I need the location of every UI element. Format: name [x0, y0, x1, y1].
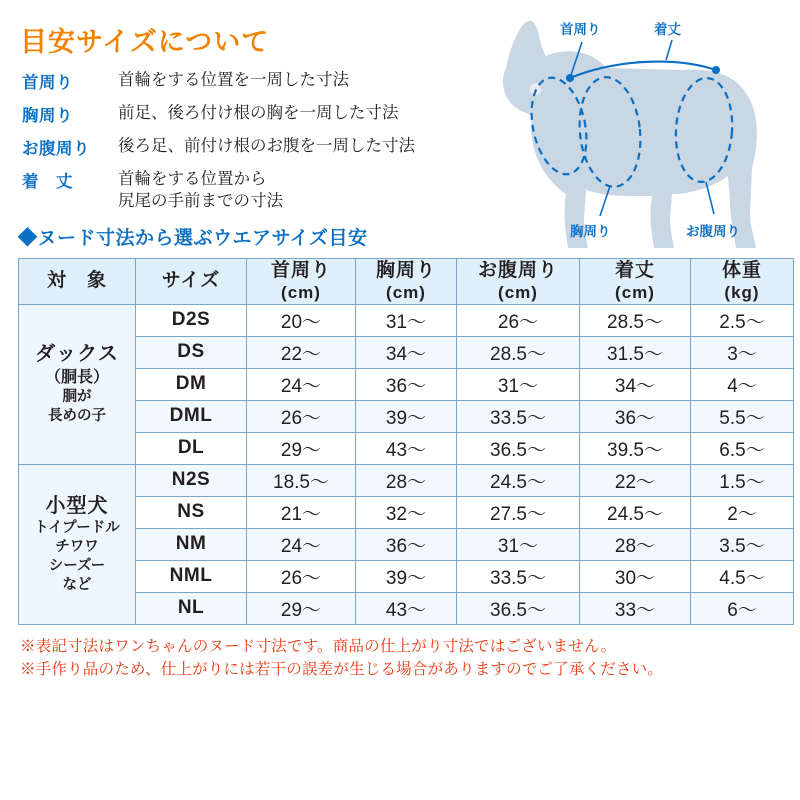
cell-belly: 27.5〜 — [457, 496, 580, 528]
cell-length: 30〜 — [580, 560, 691, 592]
label-chest-bottom: 胸周り — [570, 224, 611, 239]
table-row — [19, 496, 794, 528]
column-header-neck-unit: (cm) — [281, 283, 321, 303]
cell-chest: 34〜 — [356, 336, 457, 368]
cell-neck: 29〜 — [247, 432, 356, 464]
cell-length: 39.5〜 — [580, 432, 691, 464]
cell-belly: 31〜 — [457, 368, 580, 400]
column-header-length-unit: (cm) — [615, 283, 655, 303]
label-neck-top: 首周り — [560, 22, 601, 37]
footnote-1: ※表記寸法はワンちゃんのヌード寸法です。商品の仕上がり寸法ではございません。 — [20, 637, 617, 655]
column-header-belly-unit: (cm) — [498, 283, 538, 303]
group-label-dachshund-main: ダックス — [35, 343, 119, 366]
table-row — [19, 400, 794, 432]
table-row — [19, 304, 794, 336]
cell-size: NML — [136, 560, 247, 592]
size-table-head — [19, 258, 794, 304]
page-title: 目安サイズについて — [20, 27, 270, 57]
definition-desc-neck: 首輪をする位置を一周した寸法 — [118, 71, 349, 89]
cell-neck: 24〜 — [247, 368, 356, 400]
group-label-small-dog-note4: など — [62, 576, 92, 593]
size-table-body — [19, 304, 794, 624]
cell-length: 24.5〜 — [580, 496, 691, 528]
cell-belly: 31〜 — [457, 528, 580, 560]
cell-weight: 3.5〜 — [691, 528, 794, 560]
cell-chest: 36〜 — [356, 528, 457, 560]
definition-desc-length — [118, 168, 283, 213]
table-row — [19, 464, 794, 496]
group-label-small-dog-note2: チワワ — [55, 538, 99, 555]
cell-chest: 43〜 — [356, 432, 457, 464]
footnote-2: ※手作り品のため、仕上がりには若干の誤差が生じる場合がありますのでご了承ください。 — [20, 660, 664, 678]
cell-neck: 24〜 — [247, 528, 356, 560]
cell-chest: 39〜 — [356, 560, 457, 592]
cell-neck: 18.5〜 — [247, 464, 356, 496]
column-header-weight-label: 体重 — [721, 259, 762, 281]
table-row — [19, 560, 794, 592]
cell-belly: 33.5〜 — [457, 560, 580, 592]
cell-weight: 3〜 — [691, 336, 794, 368]
cell-size: DL — [136, 432, 247, 464]
cell-belly: 36.5〜 — [457, 592, 580, 624]
cell-belly: 36.5〜 — [457, 432, 580, 464]
definition-term-belly: お腹周り — [22, 140, 90, 158]
column-header-chest-unit: (cm) — [386, 283, 426, 303]
definition-term-length: 着 丈 — [22, 173, 73, 191]
group-label-small-dog — [19, 464, 136, 624]
cell-neck: 26〜 — [247, 560, 356, 592]
cell-length: 22〜 — [580, 464, 691, 496]
cell-length: 33〜 — [580, 592, 691, 624]
cell-weight: 5.5〜 — [691, 400, 794, 432]
size-table — [18, 258, 794, 625]
column-header-length-label: 着丈 — [614, 259, 655, 281]
footnotes — [20, 635, 784, 682]
group-label-dachshund-sub: （胴長） — [44, 368, 109, 386]
cell-weight: 6.5〜 — [691, 432, 794, 464]
cell-length: 34〜 — [580, 368, 691, 400]
column-header-weight — [691, 258, 794, 304]
cell-size: D2S — [136, 304, 247, 336]
column-header-chest — [356, 258, 457, 304]
cell-neck: 21〜 — [247, 496, 356, 528]
column-header-target-label: 対 象 — [46, 270, 107, 292]
definition-term-chest: 胸周り — [22, 107, 73, 125]
cell-length: 31.5〜 — [580, 336, 691, 368]
column-header-target — [19, 258, 136, 304]
cell-neck: 29〜 — [247, 592, 356, 624]
dog-measurement-illustration — [414, 8, 794, 260]
column-header-size — [136, 258, 247, 304]
cell-size: NM — [136, 528, 247, 560]
table-row — [19, 592, 794, 624]
section-heading: ◆ヌード寸法から選ぶウエアサイズ目安 — [18, 227, 368, 249]
cell-neck: 26〜 — [247, 400, 356, 432]
cell-weight: 2〜 — [691, 496, 794, 528]
cell-weight: 2.5〜 — [691, 304, 794, 336]
definition-desc-belly: 後ろ足、前付け根のお腹を一周した寸法 — [118, 137, 415, 155]
group-label-dachshund-note1: 胴が — [62, 389, 92, 406]
dog-silhouette — [503, 21, 757, 248]
definition-desc-chest: 前足、後ろ付け根の胸を一周した寸法 — [118, 104, 399, 122]
cell-size: DM — [136, 368, 247, 400]
group-label-dachshund-note2: 長めの子 — [48, 408, 106, 425]
cell-belly: 33.5〜 — [457, 400, 580, 432]
cell-chest: 28〜 — [356, 464, 457, 496]
table-row — [19, 432, 794, 464]
group-label-small-dog-note3: シーズー — [48, 557, 106, 574]
cell-length: 36〜 — [580, 400, 691, 432]
cell-size: N2S — [136, 464, 247, 496]
cell-size: DML — [136, 400, 247, 432]
group-label-small-dog-note1: トイプードル — [34, 520, 120, 537]
table-row — [19, 368, 794, 400]
cell-chest: 32〜 — [356, 496, 457, 528]
group-label-dachshund — [19, 304, 136, 464]
table-header-row — [19, 258, 794, 304]
column-header-weight-unit: (kg) — [724, 283, 760, 303]
cell-belly: 26〜 — [457, 304, 580, 336]
cell-weight: 4〜 — [691, 368, 794, 400]
group-label-small-dog-main: 小型犬 — [45, 494, 109, 517]
cell-belly: 24.5〜 — [457, 464, 580, 496]
column-header-length — [580, 258, 691, 304]
cell-length: 28〜 — [580, 528, 691, 560]
definition-desc-length-line1: 首輪をする位置から — [118, 170, 267, 188]
cell-chest: 43〜 — [356, 592, 457, 624]
cell-chest: 31〜 — [356, 304, 457, 336]
cell-weight: 4.5〜 — [691, 560, 794, 592]
column-header-neck-label: 首周り — [270, 259, 331, 281]
cell-weight: 6〜 — [691, 592, 794, 624]
cell-chest: 36〜 — [356, 368, 457, 400]
cell-neck: 22〜 — [247, 336, 356, 368]
cell-neck: 20〜 — [247, 304, 356, 336]
cell-chest: 39〜 — [356, 400, 457, 432]
cell-size: NL — [136, 592, 247, 624]
label-length-top: 着丈 — [654, 22, 681, 37]
table-row — [19, 528, 794, 560]
definition-term-neck: 首周り — [22, 74, 73, 92]
column-header-belly-label: お腹周り — [477, 259, 558, 281]
cell-size: NS — [136, 496, 247, 528]
cell-length: 28.5〜 — [580, 304, 691, 336]
column-header-size-label: サイズ — [161, 270, 221, 292]
column-header-chest-label: 胸周り — [375, 259, 436, 281]
column-header-belly — [457, 258, 580, 304]
label-belly-bottom: お腹周り — [686, 224, 740, 239]
cell-weight: 1.5〜 — [691, 464, 794, 496]
cell-size: DS — [136, 336, 247, 368]
table-row — [19, 336, 794, 368]
definition-desc-length-line2: 尻尾の手前までの寸法 — [118, 192, 283, 211]
column-header-neck — [247, 258, 356, 304]
cell-belly: 28.5〜 — [457, 336, 580, 368]
